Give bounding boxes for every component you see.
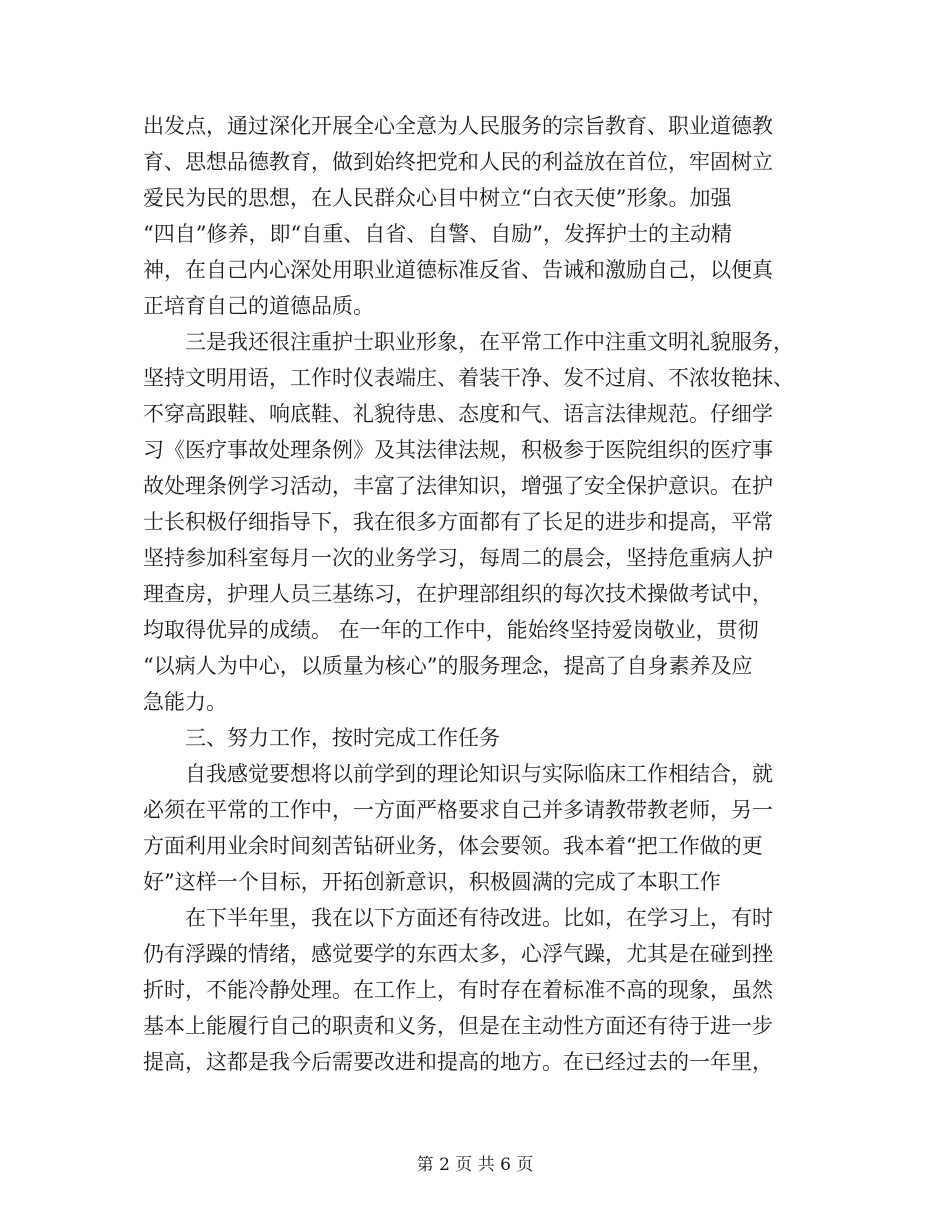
text-line: “以病人为中心，以质量为核心”的服务理念，提高了自身素养及应 (143, 654, 753, 678)
text-line: 坚持参加科室每月一次的业务学习，每周二的晨会，坚持危重病人护 (143, 546, 773, 570)
text-line: 正培育自己的道德品质。 (143, 294, 374, 318)
section-heading: 三、努力工作，按时完成工作任务 (143, 726, 500, 750)
text-line: 急能力。 (143, 690, 227, 714)
text-line: 理查房，护理人员三基练习，在护理部组织的每次技术操做考试中， (143, 582, 773, 606)
text-line: 基本上能履行自己的职责和义务，但是在主动性方面还有待于进一步 (143, 1014, 773, 1038)
text-line: 出发点，通过深化开展全心全意为人民服务的宗旨教育、职业道德教 (143, 114, 773, 138)
text-line: 士长积极仔细指导下，我在很多方面都有了长足的进步和提高，平常 (143, 510, 773, 534)
text-line: 习《医疗事故处理条例》及其法律法规，积极参于医院组织的医疗事 (143, 438, 773, 462)
text-line: 神，在自己内心深处用职业道德标准反省、告诫和激励自己，以便真 (143, 258, 773, 282)
text-line: 好”这样一个目标，开拓创新意识，积极圆满的完成了本职工作 (143, 870, 721, 894)
text-line: 爱民为民的思想，在人民群众心目中树立“白衣天使”形象。加强 (143, 186, 732, 210)
text-line: 坚持文明用语，工作时仪表端庄、着装干净、发不过肩、不浓妆艳抹、 (143, 366, 794, 390)
text-line: 方面利用业余时间刻苦钻研业务，体会要领。我本着“把工作做的更 (143, 834, 763, 858)
document-body (143, 108, 808, 1080)
text-line: “四自”修养，即“自重、自省、自警、自励”，发挥护士的主动精 (143, 222, 732, 246)
text-line: 故处理条例学习活动，丰富了法律知识，增强了安全保护意识。在护 (143, 474, 773, 498)
text-line: 仍有浮躁的情绪，感觉要学的东西太多，心浮气躁，尤其是在碰到挫 (143, 942, 773, 966)
text-line: 自我感觉要想将以前学到的理论知识与实际临床工作相结合，就 (143, 762, 773, 786)
text-line: 折时，不能冷静处理。在工作上，有时存在着标准不高的现象，虽然 (143, 978, 773, 1002)
text-line: 育、思想品德教育，做到始终把党和人民的利益放在首位，牢固树立 (143, 150, 773, 174)
text-line: 三是我还很注重护士职业形象，在平常工作中注重文明礼貌服务， (143, 330, 794, 354)
text-line: 提高，这都是我今后需要改进和提高的地方。在已经过去的一年里， (143, 1050, 773, 1074)
text-line: 必须在平常的工作中，一方面严格要求自己并多请教带教老师，另一 (143, 798, 773, 822)
text-line: 在下半年里，我在以下方面还有待改进。比如，在学习上，有时 (143, 906, 773, 930)
page-number-footer: 第 2 页 共 6 页 (416, 1155, 534, 1175)
text-line: 均取得优异的成绩。 在一年的工作中，能始终坚持爱岗敬业，贯彻 (143, 618, 759, 642)
text-line: 不穿高跟鞋、响底鞋、礼貌待患、态度和气、语言法律规范。仔细学 (143, 402, 773, 426)
